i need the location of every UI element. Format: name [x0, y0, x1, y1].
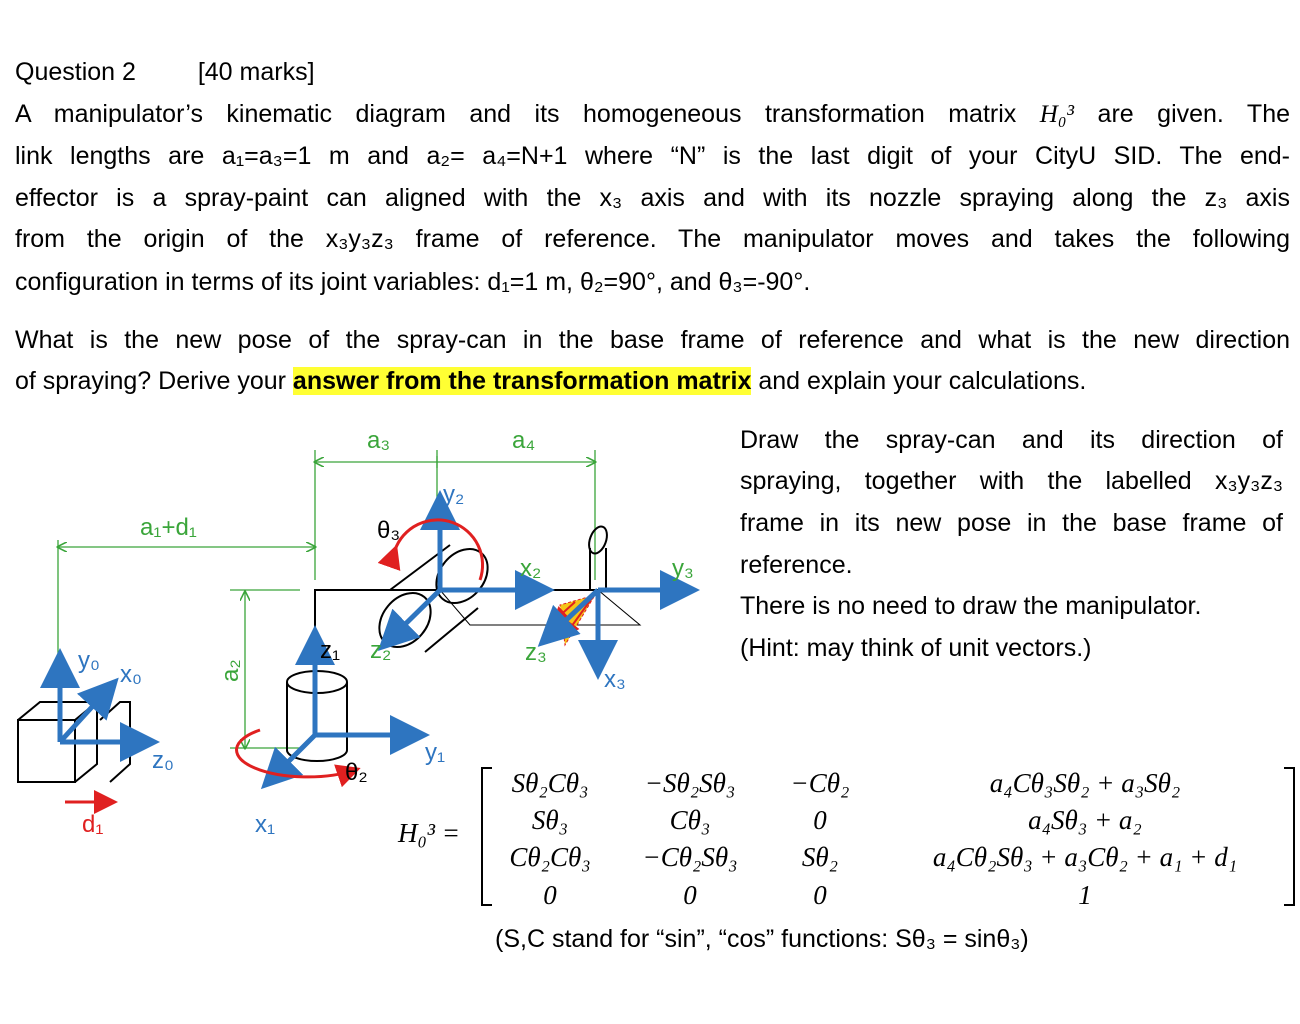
question-marks: [40 marks] — [197, 58, 315, 86]
footnote: (S,C stand for “sin”, “cos” functions: Sθ₃ = sinθ₃) — [495, 925, 1029, 953]
matrix-cell: Sθ₂Cθ₃ — [511, 768, 589, 798]
label-x3: x₃ — [604, 666, 626, 693]
side-text-3: frame in its new pose in the base frame of — [740, 509, 1283, 537]
matrix-cell: 0 — [813, 805, 827, 835]
matrix-cell: a₄Cθ₃Sθ₂ + a₃Sθ₂ — [989, 768, 1181, 798]
label-y0: y₀ — [78, 647, 100, 674]
question-header — [15, 58, 315, 87]
question-line-1: A manipulator’s kinematic diagram and its homogeneous transformation matrix H₀³ are given. The — [15, 100, 1290, 128]
matrix-label: H₀³ = — [398, 818, 460, 848]
matrix-cell: 0 — [813, 880, 827, 910]
label-z0: z₀ — [152, 747, 174, 774]
matrix-cell: a₄Sθ₃ + a₂ — [1028, 805, 1142, 835]
label-y2: y₂ — [443, 481, 465, 508]
label-z1: z₁ — [320, 637, 341, 664]
matrix-cell: 0 — [683, 880, 697, 910]
matrix-cell: −Sθ₂Sθ₃ — [644, 768, 736, 798]
matrix-cell: Cθ₃ — [669, 805, 711, 835]
spray-cone — [555, 595, 595, 645]
matrix-cell: −Cθ₂Sθ₃ — [642, 842, 738, 872]
question-line-6: What is the new pose of the spray-can in the base frame of reference and what is the new direction — [15, 326, 1290, 354]
label-x2: x₂ — [520, 555, 542, 582]
side-text-2: spraying, together with the labelled x₃y₃z₃ — [740, 467, 1283, 495]
matrix-cell: Sθ₃ — [531, 805, 569, 835]
side-text-6: (Hint: may think of unit vectors.) — [740, 634, 1092, 662]
label-a3: a₃ — [367, 427, 391, 454]
matrix-cell: 0 — [543, 880, 557, 910]
question-line-5: configuration in terms of its joint variables: d₁=1 m, θ₂=90°, and θ₃=-90°. — [15, 268, 811, 296]
question-line-4: from the origin of the x₃y₃z₃ frame of reference. The manipulator moves and takes the following — [15, 225, 1290, 253]
matrix-cell: Cθ₂Cθ₃ — [509, 842, 591, 872]
matrix-cell: Sθ₂ — [801, 842, 839, 872]
matrix-cell: a₄Cθ₂Sθ₃ + a₃Cθ₂ + a₁ + d₁ — [932, 842, 1238, 872]
matrix-cell: 1 — [1078, 880, 1092, 910]
matrix-symbol: H₀³ — [1039, 101, 1075, 128]
question-line-2: link lengths are a₁=a₃=1 m and a₂= a₄=N+1 where “N” is the last digit of your CityU SID. The end- — [15, 142, 1290, 170]
question-line-7: of spraying? Derive your answer from the transformation matrix and explain your calculations. — [15, 367, 1087, 395]
label-y1: y₁ — [425, 739, 446, 766]
label-x0: x₀ — [120, 661, 142, 688]
label-a1-d1: a₁+d₁ — [140, 514, 197, 541]
side-text-4: reference. — [740, 551, 853, 579]
side-text-5: There is no need to draw the manipulator. — [740, 592, 1202, 620]
label-z2: z₂ — [370, 637, 392, 664]
label-x1: x₁ — [255, 811, 276, 838]
label-a4: a₄ — [512, 427, 536, 454]
highlighted-phrase: answer from the transformation matrix — [292, 367, 752, 395]
question-heading: Question 2 — [15, 58, 136, 86]
question-line-3: effector is a spray-paint can aligned with the x₃ axis and with its nozzle spraying along the z₃ axis — [15, 184, 1290, 212]
label-theta2: θ₂ — [345, 759, 368, 786]
dimension-lines — [58, 450, 595, 748]
label-a2: a₂ — [217, 659, 244, 682]
matrix-cell: −Cθ₂ — [790, 768, 850, 798]
label-d1: d₁ — [82, 811, 104, 838]
label-z3: z₃ — [525, 639, 547, 666]
side-text-1: Draw the spray-can and its direction of — [740, 426, 1283, 454]
label-theta3: θ₃ — [377, 517, 401, 544]
label-y3: y₃ — [672, 555, 694, 582]
